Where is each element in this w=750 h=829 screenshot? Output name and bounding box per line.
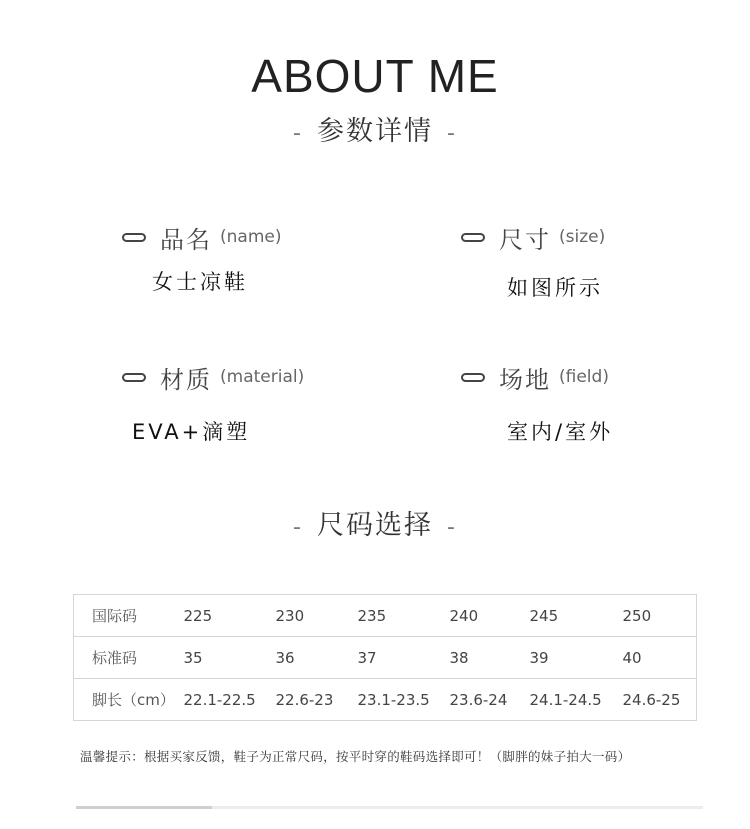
row-header: 脚长（cm） xyxy=(92,691,175,709)
pill-icon xyxy=(461,373,485,382)
table-cell: 240 xyxy=(450,595,530,637)
table-cell: 23.1-23.5 xyxy=(357,690,430,709)
param-material xyxy=(122,362,305,444)
pill-icon xyxy=(122,373,146,382)
row-header: 标准码 xyxy=(74,637,184,679)
table-cell: 245 xyxy=(530,595,623,637)
param-name xyxy=(122,222,282,294)
param-value: 女士凉鞋 xyxy=(152,270,248,294)
table-row xyxy=(74,679,697,721)
table-cell: 24.6-25 xyxy=(622,690,681,709)
heading-dash-left: - xyxy=(293,515,303,540)
table-cell: 40 xyxy=(623,637,697,679)
table-cell: 235 xyxy=(358,595,450,637)
param-label: 材质 xyxy=(160,365,212,394)
param-label-en: (size) xyxy=(559,227,606,247)
section-heading-params xyxy=(0,114,750,152)
param-label: 品名 xyxy=(160,225,212,254)
table-cell: 230 xyxy=(276,595,358,637)
table-cell: 22.1-22.5 xyxy=(183,690,256,709)
param-label: 场地 xyxy=(499,365,551,394)
param-label-en: (name) xyxy=(220,227,282,247)
pill-icon xyxy=(461,233,485,242)
table-row xyxy=(74,595,697,637)
table-cell: 35 xyxy=(184,637,276,679)
page-title: ABOUT ME xyxy=(251,50,499,102)
table-cell: 225 xyxy=(184,595,276,637)
param-value: EVA+滴塑 xyxy=(132,420,251,444)
table-cell: 22.6-23 xyxy=(275,690,334,709)
param-size xyxy=(461,222,606,300)
table-cell: 36 xyxy=(276,637,358,679)
size-tip-note: 温馨提示：根据买家反馈，鞋子为正常尺码，按平时穿的鞋码选择即可！（脚胖的妹子拍大一码） xyxy=(80,749,631,764)
table-cell: 23.6-24 xyxy=(449,690,508,709)
table-cell: 39 xyxy=(530,637,623,679)
table-cell: 250 xyxy=(623,595,697,637)
table-row xyxy=(74,637,697,679)
param-label-en: (material) xyxy=(220,367,305,387)
table-cell: 37 xyxy=(358,637,450,679)
size-chart-table xyxy=(73,594,697,721)
bottom-divider xyxy=(76,806,703,809)
table-cell: 24.1-24.5 xyxy=(529,690,602,709)
heading-text: 尺码选择 xyxy=(317,510,433,541)
param-label-en: (field) xyxy=(559,367,609,387)
heading-text: 参数详情 xyxy=(317,116,433,147)
pill-icon xyxy=(122,233,146,242)
param-value: 如图所示 xyxy=(507,276,603,300)
heading-dash-right: - xyxy=(447,121,457,146)
heading-dash-right: - xyxy=(447,515,457,540)
row-header: 国际码 xyxy=(74,595,184,637)
param-field xyxy=(461,362,614,444)
section-heading-size xyxy=(0,508,750,546)
heading-dash-left: - xyxy=(293,121,303,146)
param-value: 室内/室外 xyxy=(507,420,614,444)
table-cell: 38 xyxy=(450,637,530,679)
bottom-divider-segment xyxy=(76,806,212,809)
param-label: 尺寸 xyxy=(499,225,551,254)
